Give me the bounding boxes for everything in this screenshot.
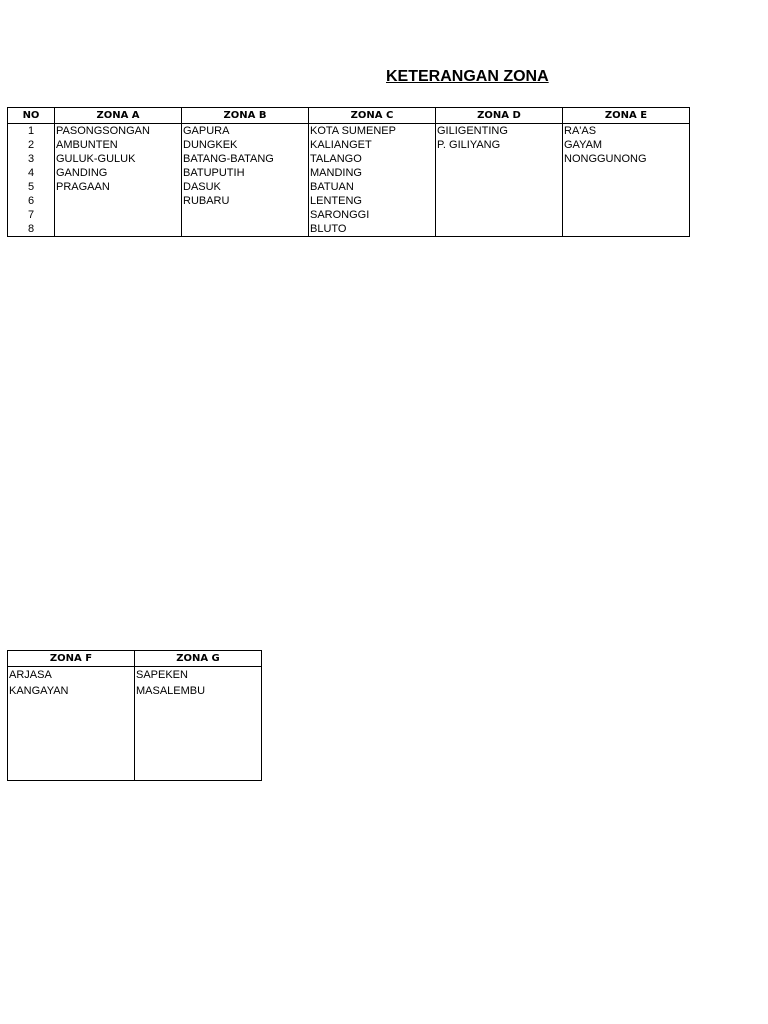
row-number: 8 xyxy=(27,223,35,235)
zona-g-item: SAPEKEN xyxy=(136,669,188,681)
zona-b-item: DUNGKEK xyxy=(183,139,238,151)
header-zona-c: ZONA C xyxy=(309,108,436,124)
zona-g-item: MASALEMBU xyxy=(136,685,206,697)
row-number: 1 xyxy=(27,125,35,137)
zona-a-column xyxy=(55,124,182,237)
zona-c-item: MANDING xyxy=(310,167,362,179)
zona-b-item: RUBARU xyxy=(183,195,230,207)
row-number: 7 xyxy=(27,209,35,221)
zona-e-item: GAYAM xyxy=(564,139,603,151)
zona-f-item: ARJASA xyxy=(9,669,52,681)
zona-e-item: RA'AS xyxy=(564,125,597,137)
zona-d-item: P. GILIYANG xyxy=(437,139,501,151)
header-row xyxy=(8,651,262,667)
zone-fg-body-row xyxy=(8,667,262,781)
row-number: 2 xyxy=(27,139,35,151)
header-zona-g: ZONA G xyxy=(135,651,262,667)
zona-a-item: PASONGSONGAN xyxy=(56,125,150,137)
header-no: NO xyxy=(8,108,55,124)
zona-c-item: LENTENG xyxy=(310,195,362,207)
zona-b-item: GAPURA xyxy=(183,125,230,137)
zona-c-item: BLUTO xyxy=(310,223,347,235)
zona-c-item: KOTA SUMENEP xyxy=(310,125,396,137)
header-zona-b: ZONA B xyxy=(182,108,309,124)
zone-body-row xyxy=(8,124,690,237)
zona-a-item: AMBUNTEN xyxy=(56,139,118,151)
zona-f-item: KANGAYAN xyxy=(9,685,69,697)
zona-a-item: GULUK-GULUK xyxy=(56,153,136,165)
zona-c-item: SARONGGI xyxy=(310,209,370,221)
zona-c-item: KALIANGET xyxy=(310,139,372,151)
page-title: KETERANGAN ZONA xyxy=(386,68,549,85)
zona-f-column xyxy=(8,667,135,781)
zona-b-item: DASUK xyxy=(183,181,221,193)
zona-e-column xyxy=(563,124,690,237)
row-number: 6 xyxy=(27,195,35,207)
header-zona-f: ZONA F xyxy=(8,651,135,667)
zona-a-item: PRAGAAN xyxy=(56,181,110,193)
no-column xyxy=(8,124,55,237)
zona-b-item: BATANG-BATANG xyxy=(183,153,274,165)
zone-fg-table xyxy=(7,650,262,781)
zona-d-column xyxy=(436,124,563,237)
zona-d-item: GILIGENTING xyxy=(437,125,508,137)
zona-b-column xyxy=(182,124,309,237)
zone-table xyxy=(7,107,690,237)
zona-a-item: GANDING xyxy=(56,167,108,179)
header-zona-a: ZONA A xyxy=(55,108,182,124)
header-zona-d: ZONA D xyxy=(436,108,563,124)
row-number: 5 xyxy=(27,181,35,193)
zona-g-column xyxy=(135,667,262,781)
header-row xyxy=(8,108,690,124)
zona-e-item: NONGGUNONG xyxy=(564,153,647,165)
zona-c-item: BATUAN xyxy=(310,181,354,193)
header-zona-e: ZONA E xyxy=(563,108,690,124)
row-number: 4 xyxy=(27,167,35,179)
zona-c-column xyxy=(309,124,436,237)
row-number: 3 xyxy=(27,153,35,165)
zona-b-item: BATUPUTIH xyxy=(183,167,245,179)
zona-c-item: TALANGO xyxy=(310,153,362,165)
